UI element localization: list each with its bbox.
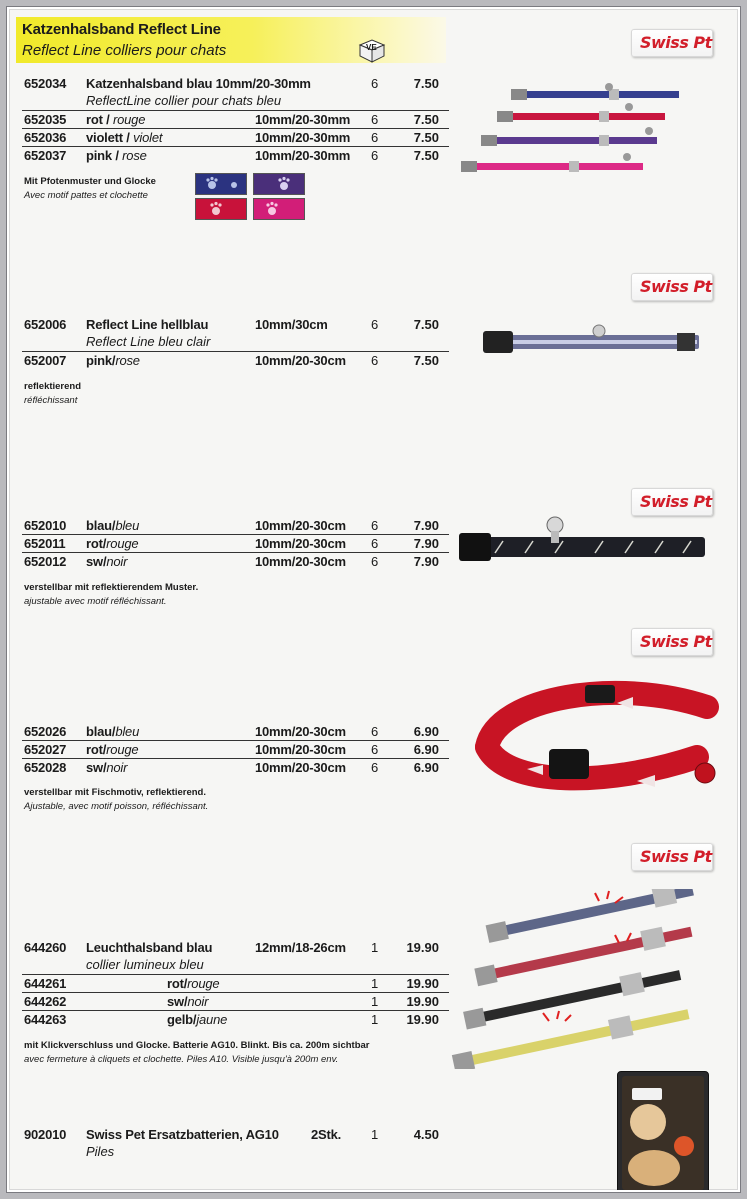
table-row — [9, 111, 449, 129]
price: 6.90 — [413, 742, 439, 757]
article-size: 10mm/20-30cm — [255, 724, 346, 739]
article-number: 652035 — [24, 112, 67, 127]
article-description: Reflect Line hellblau — [86, 317, 209, 332]
ve-quantity: 6 — [371, 760, 379, 775]
article-number: 652007 — [24, 353, 67, 368]
price: 7.50 — [413, 112, 439, 127]
article-description: rot/rouge — [86, 742, 139, 757]
black-reflect-collar-image — [455, 507, 715, 567]
article-description: violett / violet — [86, 130, 163, 145]
swatch-pink — [253, 198, 305, 220]
article-description: Leuchthalsband blau — [86, 940, 213, 955]
swatch-violet — [253, 173, 305, 195]
product-note — [24, 380, 81, 408]
article-size: 2Stk. — [311, 1127, 342, 1142]
article-description: sw/noir — [86, 760, 128, 775]
article-description: blau/bleu — [86, 518, 140, 533]
article-size: 10mm/20-30cm — [255, 760, 346, 775]
price: 7.50 — [413, 130, 439, 145]
article-description: sw/noir — [167, 994, 209, 1009]
table-row — [9, 75, 449, 93]
article-description: pink/rose — [86, 353, 140, 368]
table-row — [9, 993, 449, 1011]
price: 6.90 — [413, 724, 439, 739]
ve-quantity: 6 — [371, 148, 379, 163]
article-size: 10mm/20-30mm — [255, 148, 351, 163]
note-de: reflektierend — [24, 381, 82, 392]
catalog-page — [7, 7, 740, 1192]
note-fr: réfléchissant — [24, 395, 78, 406]
table-row — [9, 553, 449, 571]
table-row — [9, 535, 449, 553]
article-number: 652034 — [24, 76, 67, 91]
note-de: verstellbar mit reflektierendem Muster. — [24, 582, 199, 593]
ve-quantity: 6 — [371, 76, 379, 91]
article-description: Katzenhalsband blau 10mm/20-30mm — [86, 76, 311, 91]
article-description: rot/rouge — [86, 536, 139, 551]
table-row — [9, 129, 449, 147]
price: 4.50 — [413, 1127, 439, 1142]
price: 19.90 — [406, 1012, 439, 1027]
table-row — [9, 147, 449, 165]
ve-quantity: 6 — [371, 518, 379, 533]
price: 6.90 — [413, 760, 439, 775]
table-row — [9, 975, 449, 993]
article-number: 652011 — [24, 536, 66, 551]
price: 7.50 — [413, 353, 439, 368]
article-size: 10mm/20-30cm — [255, 353, 346, 368]
table-row — [9, 517, 449, 535]
table-row — [9, 723, 449, 741]
article-number: 644262 — [24, 994, 67, 1009]
note-de: verstellbar mit Fischmotiv, reflektierend. — [24, 787, 206, 798]
ve-quantity: 6 — [371, 724, 379, 739]
article-size: 10mm/30cm — [255, 317, 328, 332]
swisspet-logo: Swiss Pt — [631, 273, 713, 301]
paw-collars-image — [449, 77, 719, 177]
article-description: gelb/jaune — [167, 1012, 228, 1027]
article-number: 902010 — [24, 1127, 67, 1142]
note-fr: Avec motif pattes et clochette — [24, 190, 148, 201]
price: 19.90 — [406, 940, 439, 955]
table-row — [9, 939, 449, 957]
article-number: 652036 — [24, 130, 67, 145]
price: 7.50 — [413, 317, 439, 332]
row-divider — [9, 957, 449, 975]
article-description: rot / rouge — [86, 112, 146, 127]
article-size: 10mm/20-30cm — [255, 742, 346, 757]
ve-quantity: 6 — [371, 353, 379, 368]
article-number: 644263 — [24, 1012, 67, 1027]
article-number: 644260 — [24, 940, 67, 955]
article-size: 12mm/18-26cm — [255, 940, 346, 955]
note-fr: ajustable avec motif réfléchissant. — [24, 596, 167, 607]
article-number: 652026 — [24, 724, 67, 739]
article-number: 652006 — [24, 317, 67, 332]
price: 19.90 — [406, 994, 439, 1009]
price: 7.50 — [413, 148, 439, 163]
swisspet-logo: Swiss Pt — [631, 29, 713, 57]
price: 7.50 — [413, 76, 439, 91]
article-number: 652012 — [24, 554, 67, 569]
article-size: 10mm/20-30cm — [255, 554, 346, 569]
table-row — [9, 759, 449, 777]
article-number: 644261 — [24, 976, 67, 991]
product-note — [24, 1039, 369, 1067]
article-description: blau/bleu — [86, 724, 140, 739]
product-note — [24, 581, 198, 609]
swisspet-logo: Swiss Pt — [631, 843, 713, 871]
ve-quantity: 6 — [371, 317, 379, 332]
table-row — [9, 316, 449, 334]
article-size: 10mm/20-30cm — [255, 518, 346, 533]
ve-label: VE — [366, 43, 377, 52]
note-de: mit Klickverschluss und Glocke. Batterie AG10. Blinkt. Bis ca. 200m sichtbar — [24, 1040, 370, 1051]
ve-quantity: 6 — [371, 130, 379, 145]
article-number: 652027 — [24, 742, 67, 757]
ve-quantity: 1 — [371, 1127, 379, 1142]
note-fr: avec fermeture à cliquets et clochette. Piles A10. Visible jusqu'à 200m env. — [24, 1054, 339, 1065]
swatch-blue — [195, 173, 247, 195]
ve-quantity: 6 — [371, 554, 379, 569]
article-number: 652028 — [24, 760, 67, 775]
article-subtitle: collier lumineux bleu — [86, 957, 204, 972]
reflect-collar-image — [479, 315, 709, 365]
table-row — [9, 352, 449, 370]
article-description: sw/noir — [86, 554, 128, 569]
note-de: Mit Pfotenmuster und Glocke — [24, 176, 156, 187]
article-size: 10mm/20-30cm — [255, 536, 346, 551]
table-row — [9, 1011, 449, 1029]
article-subtitle: Piles — [86, 1144, 115, 1159]
swisspet-logo: Swiss Pt — [631, 488, 713, 516]
article-size: 10mm/20-30mm — [255, 112, 351, 127]
article-description: Swiss Pet Ersatzbatterien, AG10 — [86, 1127, 279, 1142]
ve-quantity: 6 — [371, 536, 379, 551]
article-subtitle: Reflect Line bleu clair — [86, 334, 211, 349]
swatch-red — [195, 198, 247, 220]
article-description: rot/rouge — [167, 976, 220, 991]
ve-quantity: 6 — [371, 742, 379, 757]
product-note — [24, 786, 208, 814]
price: 7.90 — [413, 518, 439, 533]
row-divider — [9, 93, 449, 111]
header-title-de: Katzenhalsband Reflect Line — [22, 21, 221, 38]
article-subtitle: ReflectLine collier pour chats bleu — [86, 93, 282, 108]
price: 7.90 — [413, 554, 439, 569]
price: 7.90 — [413, 536, 439, 551]
article-size: 10mm/20-30mm — [255, 130, 351, 145]
article-number: 652037 — [24, 148, 67, 163]
swisspet-logo: Swiss Pt — [631, 628, 713, 656]
row-divider — [9, 334, 449, 352]
ve-quantity: 6 — [371, 112, 379, 127]
ve-quantity: 1 — [371, 994, 379, 1009]
ve-quantity: 1 — [371, 940, 379, 955]
price: 19.90 — [406, 976, 439, 991]
ve-box-icon — [358, 38, 386, 64]
article-description: pink / rose — [86, 148, 147, 163]
table-row — [9, 1126, 449, 1144]
fish-collar-image — [467, 677, 727, 817]
battery-package-image — [617, 1071, 709, 1192]
table-row — [9, 741, 449, 759]
product-note — [24, 175, 156, 203]
note-fr: Ajustable, avec motif poisson, réfléchissant. — [24, 801, 209, 812]
article-number: 652010 — [24, 518, 67, 533]
header-title-fr: Reflect Line colliers pour chats — [22, 42, 227, 59]
ve-quantity: 1 — [371, 1012, 379, 1027]
ve-quantity: 1 — [371, 976, 379, 991]
light-collars-image — [449, 889, 729, 1069]
